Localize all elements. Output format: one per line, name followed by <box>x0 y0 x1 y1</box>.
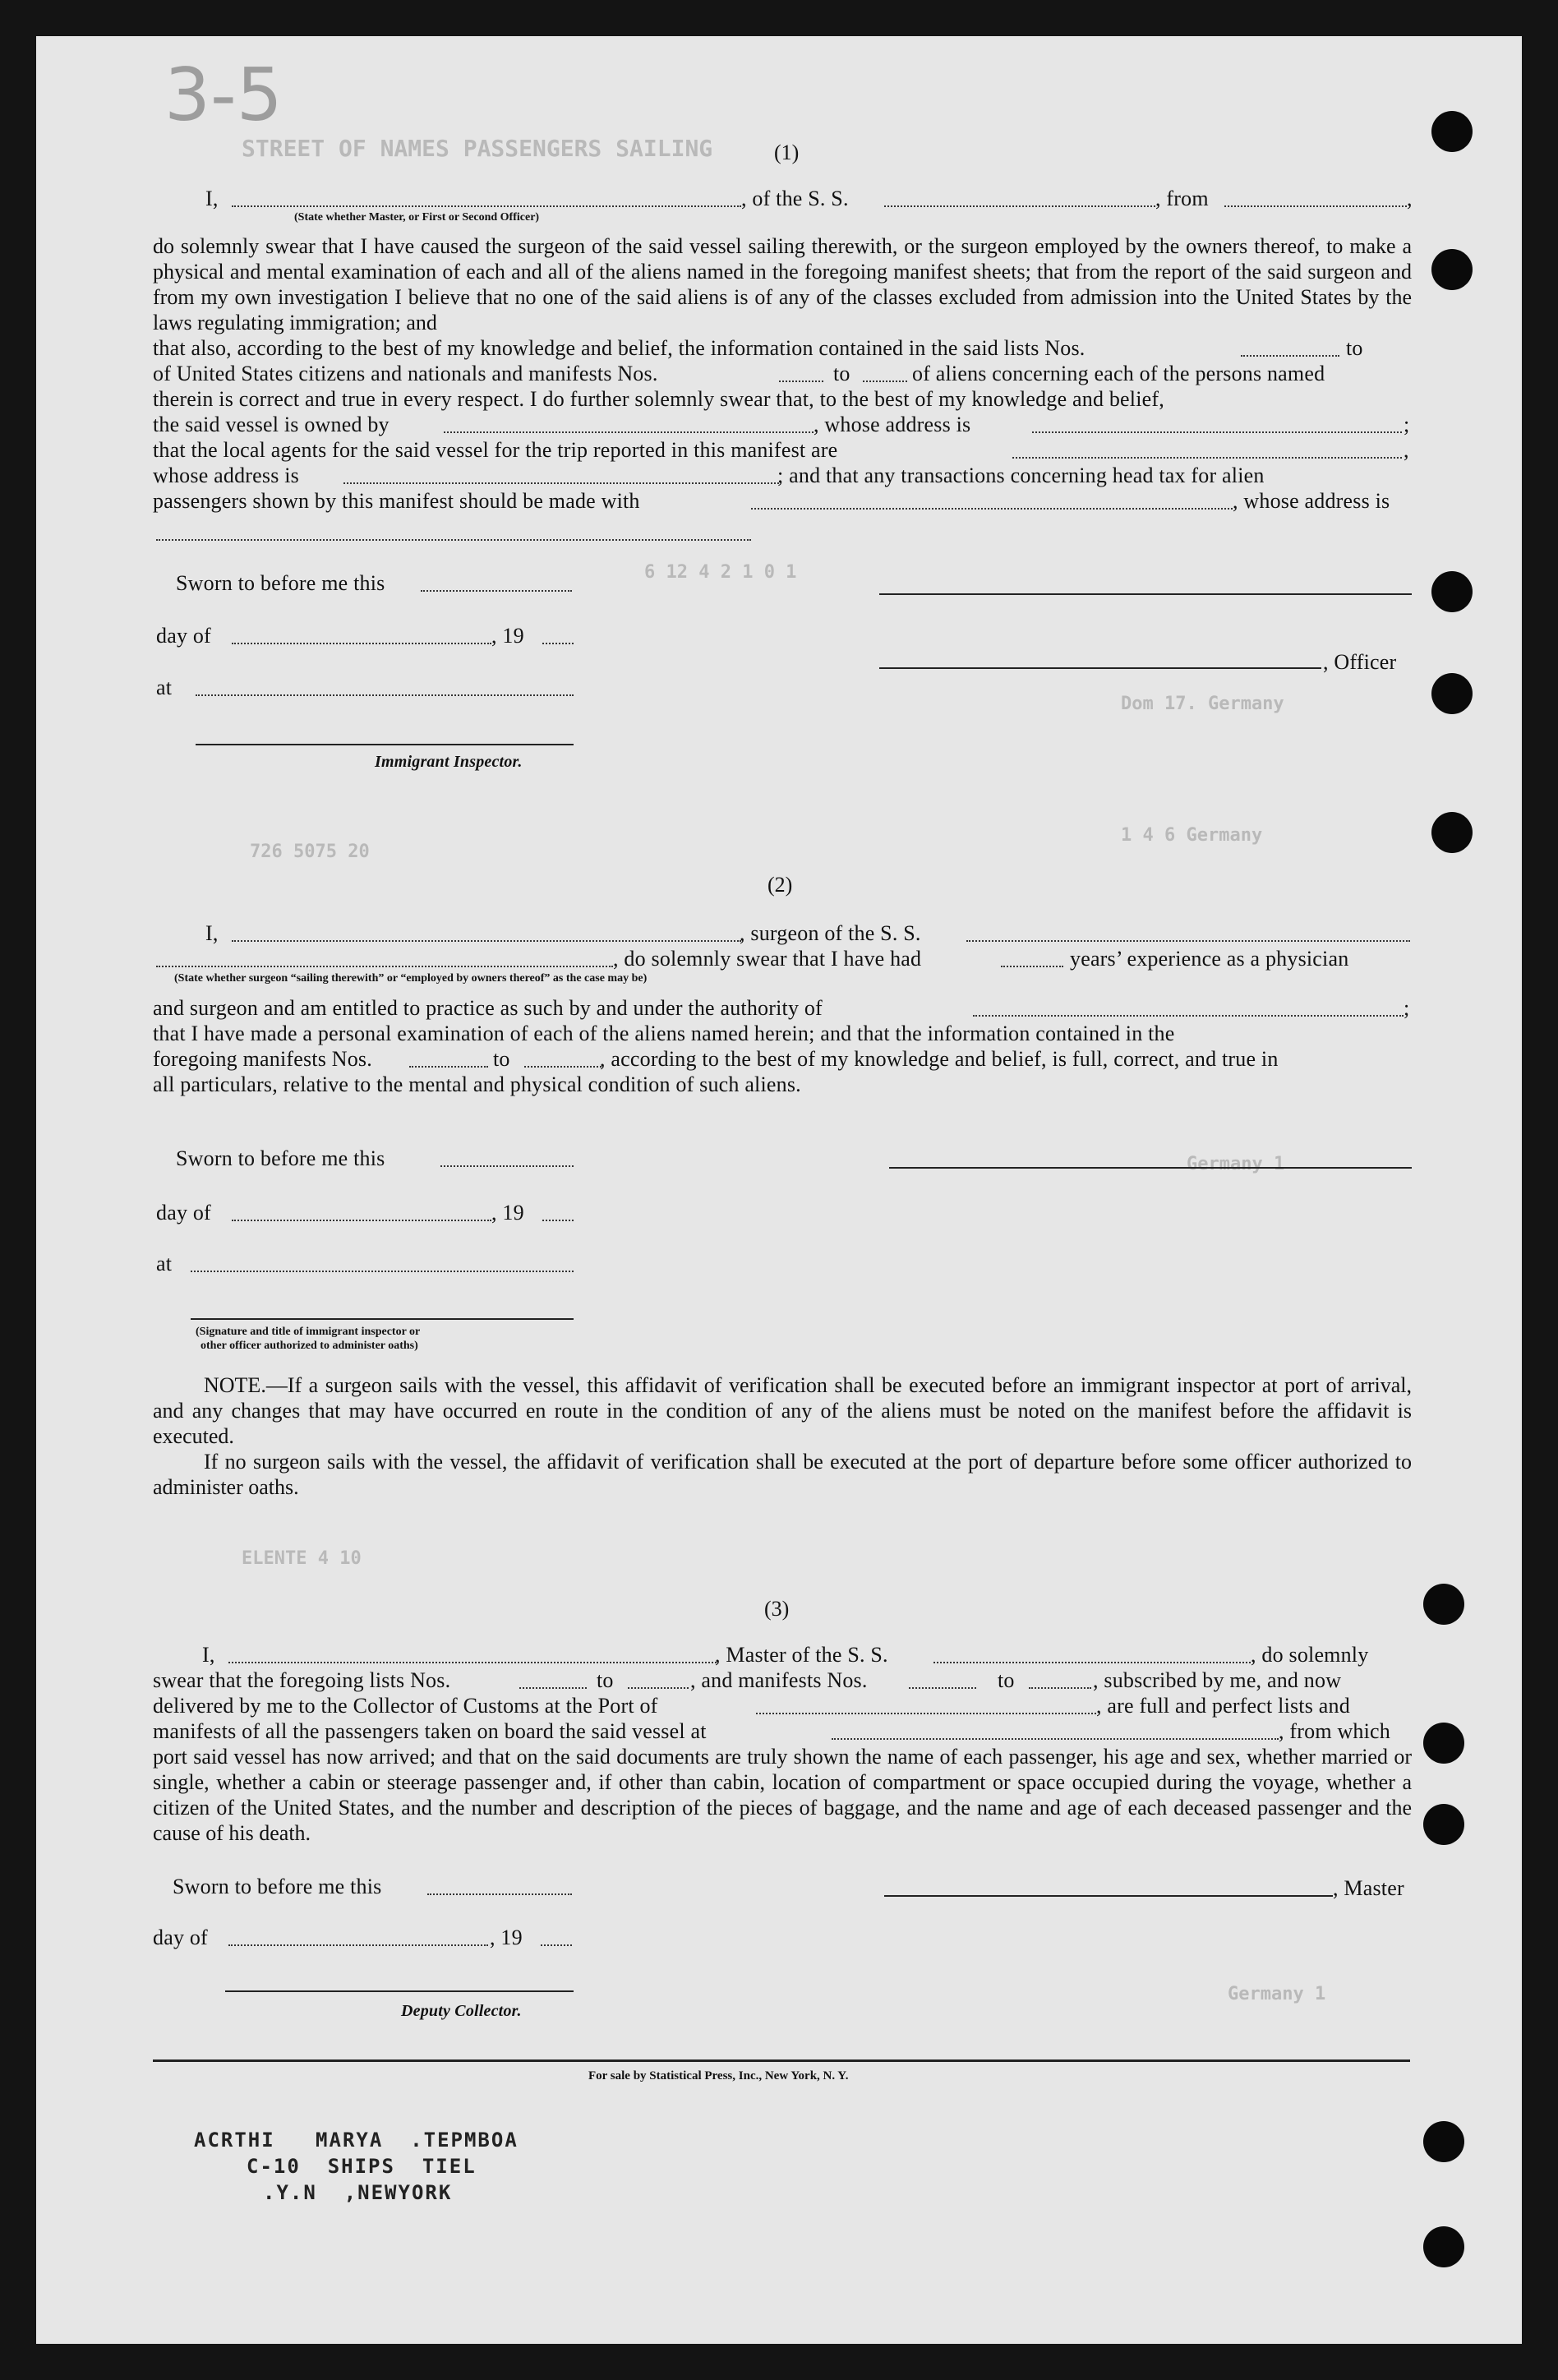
footer-rule <box>153 2059 1410 2062</box>
oath-line: ; and that any transactions concerning head tax for alien <box>777 464 1265 487</box>
head-tax-address-field[interactable] <box>156 539 751 541</box>
year-field[interactable] <box>542 1220 574 1221</box>
oath-line: of aliens concerning each of the persons named <box>912 362 1325 385</box>
punch-hole <box>1423 1804 1464 1845</box>
oath-line: foregoing manifests Nos. <box>153 1047 372 1071</box>
collector-signature-line[interactable] <box>225 1990 574 1992</box>
oath-line: , from which <box>1279 1719 1390 1743</box>
vessel-name-field[interactable] <box>884 205 1155 207</box>
month-field[interactable] <box>228 1944 488 1946</box>
comma: , <box>1404 438 1409 462</box>
at-label: at <box>156 1252 173 1275</box>
lists-from-field[interactable] <box>1241 355 1339 357</box>
agents-address-field[interactable] <box>343 482 779 484</box>
sworn-day-field[interactable] <box>421 590 572 592</box>
label-to: to <box>833 362 850 385</box>
at-label: at <box>156 676 173 699</box>
bleed-through-text: STREET OF NAMES PASSENGERS SAILING <box>242 135 713 162</box>
oath-line: , subscribed by me, and now <box>1093 1668 1342 1692</box>
oath-line: , and manifests Nos. <box>690 1668 868 1692</box>
head-tax-party-field[interactable] <box>751 508 1233 510</box>
label-to: to <box>1346 336 1363 360</box>
stamp-line: ACRTHI MARYA .TEPMBOA <box>194 2129 519 2152</box>
label-of-ss: , of the S. S. <box>741 187 849 210</box>
oath-line: therein is correct and true in every respect. I do further solemnly swear that, to the best of my knowledge and belief, <box>153 387 1164 411</box>
oath-line: swear that the foregoing lists Nos. <box>153 1668 451 1692</box>
field-caption: (State whether Master, or First or Second Officer) <box>294 211 540 224</box>
oath-line: , are full and perfect lists and <box>1096 1694 1350 1718</box>
oath-line: the said vessel is owned by <box>153 413 390 436</box>
port-of-embarkation-field[interactable] <box>832 1738 1279 1740</box>
punch-hole <box>1431 111 1473 152</box>
punch-hole <box>1423 1584 1464 1625</box>
year-field[interactable] <box>542 643 574 644</box>
label-to: to <box>597 1668 614 1692</box>
punch-hole <box>1431 571 1473 612</box>
oath-paragraph: do solemnly swear that I have caused the surgeon of the said vessel sailing therewith, or the surgeon employed by the owners thereof, to make a physical and mental examination of each and all of the aliens named in the foregoing manifest sheets; that from the report of the said surgeon and from my own investigation I believe that no one of the said aliens is of any of the classes excluded from admission into the United States by the laws regulating immigration; and <box>153 234 1412 334</box>
section-number: (2) <box>767 873 793 897</box>
manifests-to-field[interactable] <box>524 1066 602 1068</box>
year-label: , 19 <box>491 1201 524 1225</box>
oath-line: delivered by me to the Collector of Customs at the Port of <box>153 1694 658 1718</box>
master-name-field[interactable] <box>228 1662 717 1663</box>
lists-from-field[interactable] <box>519 1687 587 1689</box>
year-label: , 19 <box>491 624 524 648</box>
location-field[interactable] <box>191 1271 574 1272</box>
month-field[interactable] <box>232 643 491 644</box>
deputy-collector-caption: Deputy Collector. <box>401 2002 522 2020</box>
vessel-name-field[interactable] <box>933 1662 1251 1663</box>
officer-signature-line[interactable] <box>879 667 1321 669</box>
oath-line: , do solemnly swear that I have had <box>613 947 922 971</box>
authority-field[interactable] <box>973 1015 1404 1017</box>
manifests-from-field[interactable] <box>779 381 823 382</box>
manifests-from-field[interactable] <box>409 1066 488 1068</box>
oath-line: that the local agents for the said vessel for the trip reported in this manifest are <box>153 438 838 462</box>
departure-port-field[interactable] <box>1224 205 1407 207</box>
label-surgeon-of-ss: , surgeon of the S. S. <box>740 921 921 945</box>
owner-field[interactable] <box>444 431 814 433</box>
surgeon-signature-line[interactable] <box>889 1167 1412 1169</box>
lists-to-field[interactable] <box>628 1687 689 1689</box>
master-signature-line[interactable] <box>884 1895 1333 1897</box>
day-of-label: day of <box>156 624 211 648</box>
bleed-through-text: 1 4 6 Germany <box>1121 825 1263 846</box>
bleed-through-text: 726 5075 20 <box>250 842 370 862</box>
label-master-of-ss: , Master of the S. S. <box>715 1643 888 1667</box>
comma: , <box>1407 187 1413 210</box>
punch-hole <box>1423 1723 1464 1764</box>
master-signature-line[interactable] <box>879 593 1412 595</box>
manifests-to-field[interactable] <box>1029 1687 1091 1689</box>
pencil-page-number: 3-5 <box>164 53 283 137</box>
bleed-through-text: Dom 17. Germany <box>1121 694 1284 714</box>
officer-label: , Officer <box>1323 650 1397 674</box>
owner-address-field[interactable] <box>1032 431 1402 433</box>
label-from: , from <box>1155 187 1209 210</box>
inspector-signature-line[interactable] <box>196 744 574 745</box>
oath-line: , according to the best of my knowledge and belief, is full, correct, and true in <box>600 1047 1279 1071</box>
punch-hole <box>1423 2226 1464 2267</box>
years-experience-field[interactable] <box>1001 966 1063 967</box>
label-i: I, <box>205 921 219 945</box>
port-of-arrival-field[interactable] <box>756 1713 1096 1714</box>
label-to: to <box>493 1047 510 1071</box>
oath-line: , do solemnly <box>1251 1643 1369 1667</box>
label-i: I, <box>202 1643 215 1667</box>
oath-line: , whose address is <box>1233 489 1390 513</box>
oath-line: whose address is <box>153 464 299 487</box>
bleed-through-text: Germany 1 <box>1228 1984 1326 2004</box>
punch-hole <box>1423 2121 1464 2162</box>
stamp-line: .Y.N ,NEWYORK <box>263 2181 453 2204</box>
printer-imprint: For sale by Statistical Press, Inc., New York, N. Y. <box>588 2069 849 2082</box>
punch-hole <box>1431 812 1473 853</box>
master-label: , Master <box>1333 1876 1404 1900</box>
immigrant-inspector-caption: Immigrant Inspector. <box>375 753 523 771</box>
inspector-signature-line[interactable] <box>191 1318 574 1320</box>
semicolon: ; <box>1404 413 1410 436</box>
label-to: to <box>998 1668 1015 1692</box>
location-field[interactable] <box>196 694 574 696</box>
oath-line: years’ experience as a physician <box>1070 947 1349 971</box>
day-of-label: day of <box>156 1201 211 1225</box>
oath-line: and surgeon and am entitled to practice as such by and under the authority of <box>153 996 823 1020</box>
oath-line: , whose address is <box>814 413 971 436</box>
surgeon-type-field[interactable] <box>156 966 613 967</box>
year-label: , 19 <box>490 1926 523 1949</box>
oath-line: that also, according to the best of my knowledge and belief, the information contained in the said lists Nos. <box>153 336 1086 360</box>
oath-line: that I have made a personal examination of each of the aliens named herein; and that the information contained in the <box>153 1022 1175 1045</box>
note-paragraph: If no surgeon sails with the vessel, the affidavit of verification shall be executed at the port of departure before some officer authorized to administer oaths. <box>153 1450 1412 1499</box>
stamp-line: C-10 SHIPS TIEL <box>247 2155 477 2178</box>
master-name-field[interactable] <box>232 205 741 207</box>
oath-line: manifests of all the passengers taken on board the said vessel at <box>153 1719 707 1743</box>
month-field[interactable] <box>232 1220 491 1221</box>
sworn-day-field[interactable] <box>440 1165 574 1167</box>
sworn-label: Sworn to before me this <box>176 571 385 595</box>
punch-hole <box>1431 249 1473 290</box>
surgeon-name-field[interactable] <box>232 940 741 942</box>
label-i: I, <box>205 187 219 210</box>
sworn-label: Sworn to before me this <box>173 1875 382 1898</box>
year-field[interactable] <box>541 1944 572 1946</box>
sworn-day-field[interactable] <box>427 1893 572 1895</box>
note-paragraph: NOTE.—If a surgeon sails with the vessel, this affidavit of verification shall be executed before an immigrant inspector at port of arrival, and any changes that may have occurred en route in the condition of any of the aliens must be noted on the manifest before the affidavit is executed. <box>153 1373 1412 1448</box>
signature-caption: other officer authorized to administer oaths) <box>201 1340 418 1352</box>
field-caption: (State whether surgeon “sailing therewith” or “employed by owners thereof” as the case may be) <box>174 972 648 985</box>
signature-caption: (Signature and title of immigrant inspector or <box>196 1326 421 1338</box>
semicolon: ; <box>1404 996 1410 1020</box>
sworn-label: Sworn to before me this <box>176 1146 385 1170</box>
day-of-label: day of <box>153 1926 208 1949</box>
manifests-from-field[interactable] <box>909 1687 976 1689</box>
surgeon-vessel-field[interactable] <box>966 940 1410 942</box>
punch-hole <box>1431 673 1473 714</box>
oath-paragraph: port said vessel has now arrived; and that on the said documents are truly shown the name of each passenger, his age and sex, whether married or single, whether a cabin or steerage passenger and, if other than cabin, location of compartment or space occupied during the voyage, whether a citizen of the United States, and the number and description of the pieces of baggage, and the name and age of each deceased passenger and the cause of his death. <box>153 1745 1412 1845</box>
manifests-to-field[interactable] <box>863 381 907 382</box>
section-number: (1) <box>774 141 800 164</box>
bleed-through-text: 6 12 4 2 1 0 1 <box>644 562 797 583</box>
oath-line: passengers shown by this manifest should be made with <box>153 489 640 513</box>
bleed-through-text: Germany 1 <box>1187 1154 1285 1174</box>
oath-line: of United States citizens and nationals and manifests Nos. <box>153 362 658 385</box>
oath-line: all particulars, relative to the mental and physical condition of such aliens. <box>153 1072 801 1096</box>
section-number: (3) <box>764 1597 790 1621</box>
local-agents-field[interactable] <box>1012 457 1402 459</box>
bleed-through-text: ELENTE 4 10 <box>242 1548 362 1569</box>
